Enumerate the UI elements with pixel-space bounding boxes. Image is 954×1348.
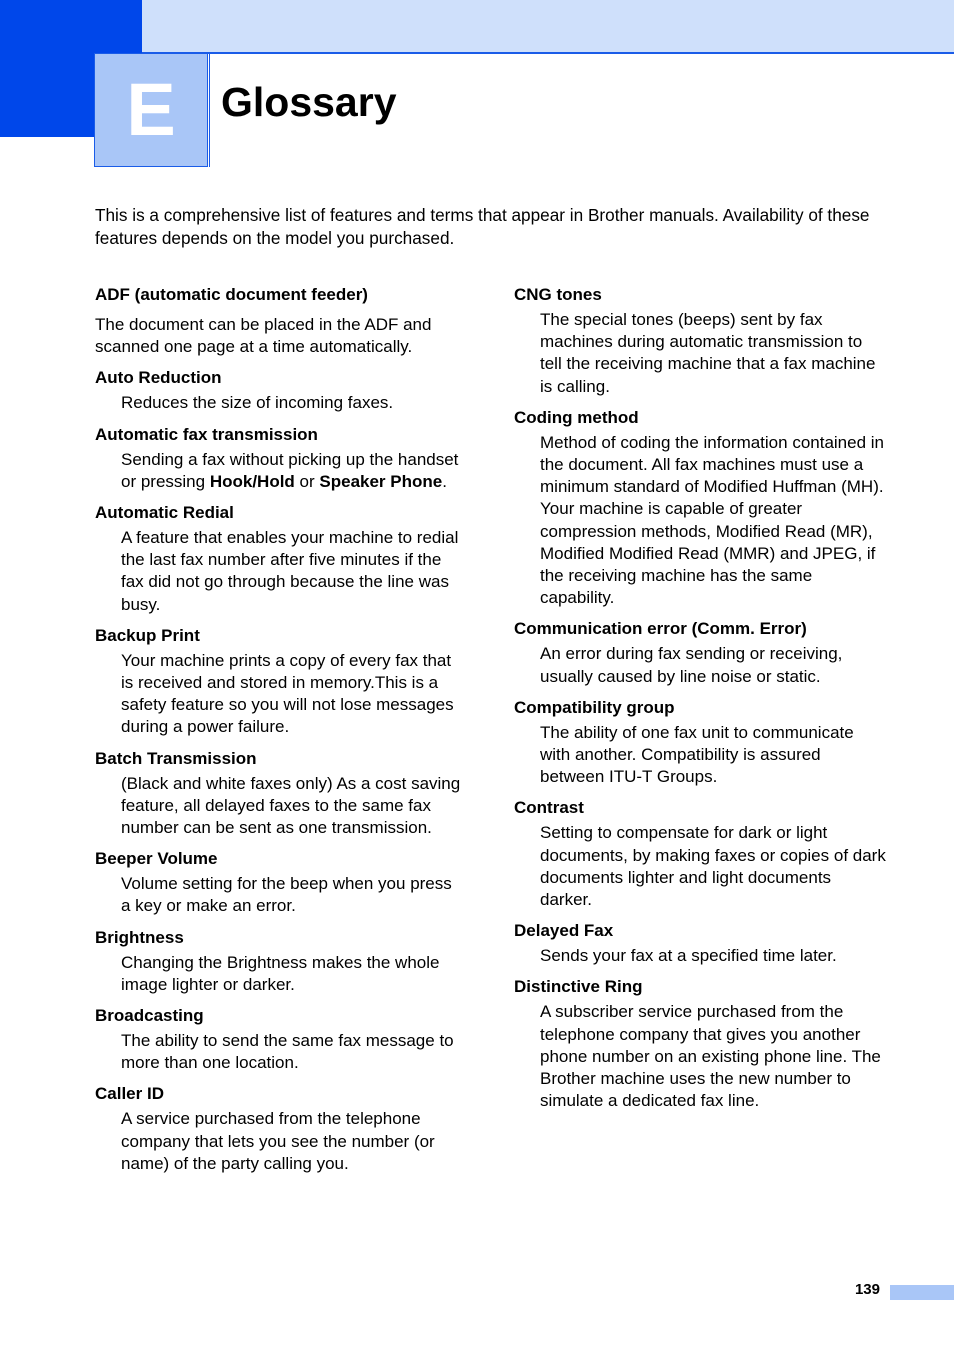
glossary-entry (95, 1083, 465, 1175)
glossary-definition: An error during fax sending or receiving, usually caused by line noise or static. (540, 644, 843, 686)
glossary-term: Delayed Fax (514, 921, 614, 941)
glossary-definition: Setting to compensate for dark or light documents, by making faxes or copies of dark documents lighter and light documents darker. (540, 823, 886, 910)
glossary-term: Contrast (514, 798, 584, 818)
glossary-definition: Sends your fax at a specified time later. (540, 946, 837, 966)
chapter-letter: E (126, 68, 176, 151)
glossary-entry (95, 927, 465, 996)
glossary-term: Backup Print (95, 625, 200, 645)
glossary-entry (95, 848, 465, 917)
glossary-entry (514, 284, 886, 398)
glossary-entry (514, 920, 886, 967)
glossary-column-left (95, 284, 465, 1184)
title-divider (209, 53, 210, 167)
glossary-entry (95, 625, 465, 739)
glossary-definition: Method of coding the information contained in the document. All fax machines must use a minimum standard of Modified Huffman (MH). Your machine is capable of greater compression methods, Modified Read (MR), Modified Modified Read (MMR) and JPEG, if the receiving machine has the same capability. (540, 432, 885, 608)
definition-text: or (294, 471, 320, 491)
glossary-definition: Your machine prints a copy of every fax that is received and stored in memory.This is a safety feature so you will not lose messages during a power failure. (121, 650, 454, 737)
glossary-entry (95, 502, 465, 616)
glossary-term: CNG tones (514, 285, 602, 304)
key-name-speaker-phone: Speaker Phone (319, 471, 443, 491)
glossary-definition: Volume setting for the beep when you press a key or make an error. (121, 874, 452, 916)
glossary-term: Beeper Volume (95, 849, 218, 869)
glossary-term: Automatic fax transmission (95, 424, 318, 444)
glossary-term: Batch Transmission (95, 748, 257, 768)
glossary-entry (95, 748, 465, 840)
key-name-hook-hold: Hook/Hold (209, 471, 295, 491)
definition-text: Sending a fax without picking up the handset or pressing (121, 449, 459, 491)
intro-paragraph: This is a comprehensive list of features and terms that appear in Brother manuals. Availability of these features depends on the model you purchased. (95, 205, 870, 248)
glossary-definition: The ability to send the same fax message to more than one location. (121, 1031, 454, 1073)
header-band (142, 0, 954, 54)
glossary-definition: (Black and white faxes only) As a cost saving feature, all delayed faxes to the same fax number can be sent as one transmission. (121, 773, 461, 838)
glossary-entry (514, 797, 886, 911)
glossary-entry (95, 1005, 465, 1074)
glossary-column-right (514, 284, 886, 1121)
glossary-entry (95, 284, 465, 358)
glossary-term: Auto Reduction (95, 368, 222, 388)
glossary-definition: Changing the Brightness makes the whole image lighter or darker. (121, 952, 440, 994)
glossary-definition: The document can be placed in the ADF and scanned one page at a time automatically. (95, 315, 432, 357)
glossary-term: Brightness (95, 927, 184, 947)
glossary-entry (514, 618, 886, 687)
glossary-term: Caller ID (95, 1084, 164, 1104)
glossary-term: Communication error (Comm. Error) (514, 619, 807, 639)
glossary-definition: A service purchased from the telephone company that lets you see the number (or name) of the party calling you. (121, 1109, 435, 1173)
glossary-term: Distinctive Ring (514, 977, 643, 997)
glossary-entry (514, 976, 886, 1112)
glossary-term: Compatibility group (514, 697, 675, 717)
glossary-term: ADF (automatic document feeder) (95, 285, 368, 304)
glossary-entry (95, 367, 465, 414)
glossary-definition: The special tones (beeps) sent by fax machines during automatic transmission to tell the receiving machine that a fax machine is calling. (540, 310, 876, 396)
glossary-definition: Reduces the size of incoming faxes. (121, 393, 394, 413)
page-title: Glossary (221, 79, 397, 125)
glossary-entry (514, 697, 886, 789)
glossary-term: Automatic Redial (95, 503, 234, 523)
definition-text: . (442, 471, 447, 491)
glossary-definition: The ability of one fax unit to communicate with another. Compatibility is assured between ITU-T Groups. (540, 722, 854, 787)
glossary-definition: A subscriber service purchased from the telephone company that gives you another phone number on an existing phone line. The Brother machine uses the new number to simulate a dedicated fax line. (540, 1002, 881, 1111)
page-number: 139 (854, 1281, 880, 1298)
glossary-definition: A feature that enables your machine to redial the last fax number after five minutes if the fax did not go through because the line was busy. (121, 528, 459, 614)
glossary-definition (121, 449, 465, 493)
glossary-entry (514, 407, 886, 610)
chapter-letter-box (94, 53, 208, 167)
glossary-entry (95, 424, 465, 493)
page-tab-marker (890, 1285, 954, 1300)
glossary-term: Coding method (514, 407, 639, 427)
glossary-term: Broadcasting (95, 1006, 204, 1026)
